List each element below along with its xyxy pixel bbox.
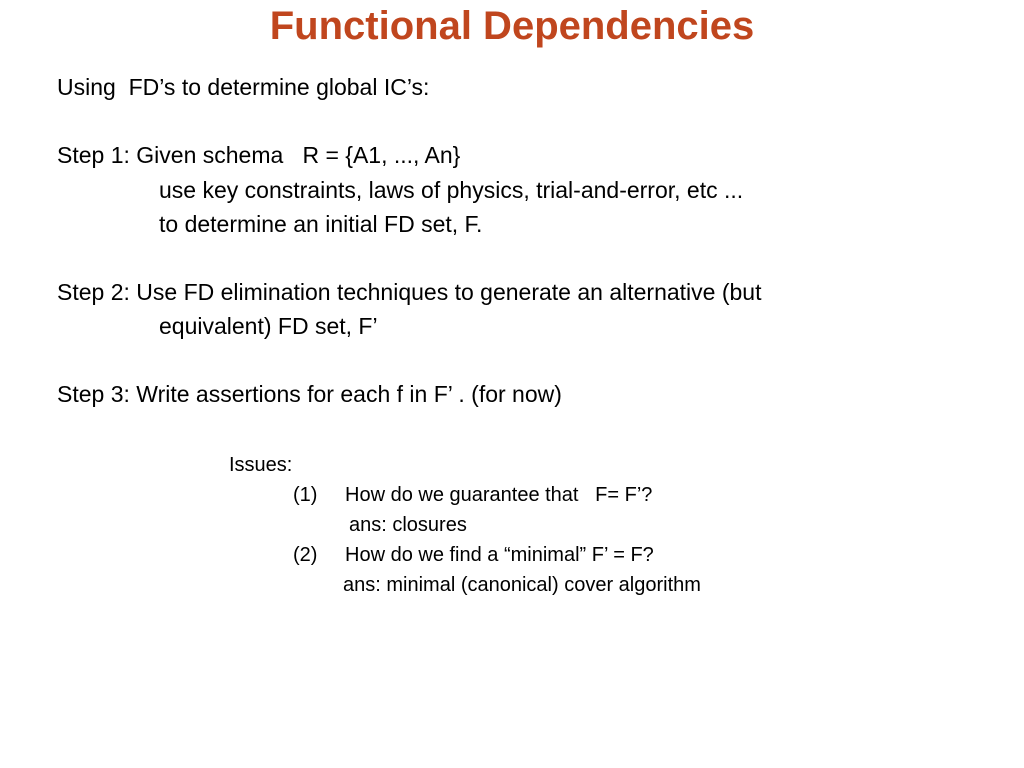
issue-2-question: How do we find a “minimal” F’ = F? bbox=[345, 544, 654, 566]
step1-heading: Step 1: Given schema R = {A1, ..., An} bbox=[57, 142, 461, 168]
step2-heading: Step 2: Use FD elimination techniques to generate an alternative (but bbox=[57, 279, 762, 305]
step3-heading: Step 3: Write assertions for each f in F’ . (for now) bbox=[57, 381, 562, 407]
issue-1-question: How do we guarantee that F= F’? bbox=[345, 484, 653, 506]
intro-text: Using FD’s to determine global IC’s: bbox=[57, 74, 430, 100]
step2-detail: equivalent) FD set, F’ bbox=[159, 313, 378, 339]
issue-2-answer: ans: minimal (canonical) cover algorithm bbox=[343, 574, 701, 596]
issues-heading: Issues: bbox=[229, 454, 293, 476]
issue-2-number: (2) bbox=[293, 544, 318, 566]
slide-title: Functional Dependencies bbox=[269, 4, 755, 48]
issue-1-answer: ans: closures bbox=[349, 514, 467, 536]
step1-detail-2: to determine an initial FD set, F. bbox=[159, 211, 483, 237]
issue-1-number: (1) bbox=[293, 484, 318, 506]
step1-detail-1: use key constraints, laws of physics, trial-and-error, etc ... bbox=[159, 177, 744, 203]
